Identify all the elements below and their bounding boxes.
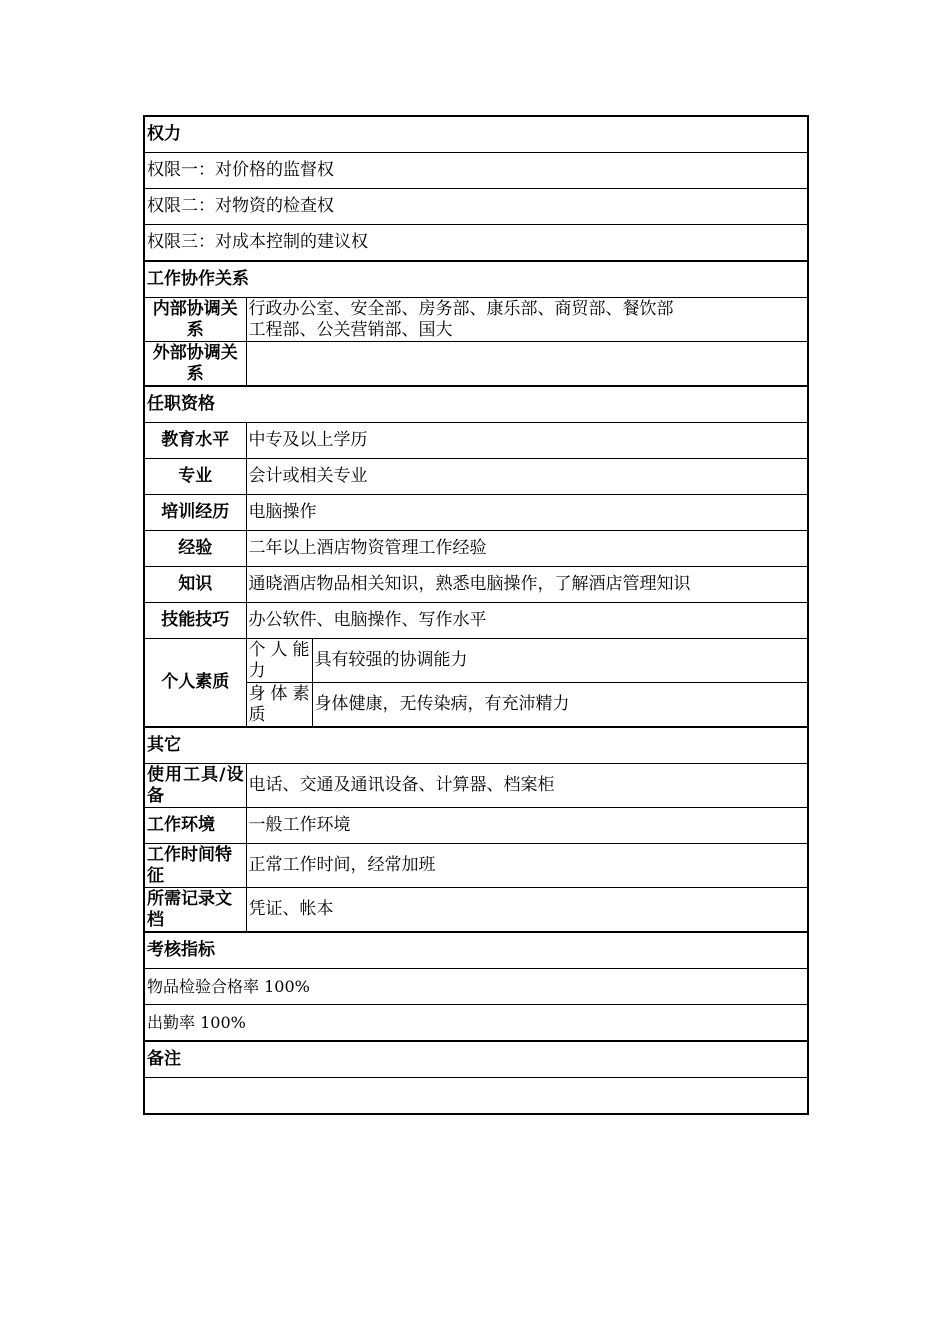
- qualification-row: [144, 459, 808, 495]
- qualification-label: 教育水平: [144, 423, 246, 459]
- personal-quality-sub-label: 身体素质: [246, 683, 312, 728]
- external-coordination-row: [144, 342, 808, 387]
- assessment-row: [144, 1005, 808, 1042]
- internal-coordination-line: 工程部、公关营销部、国大: [248, 319, 453, 340]
- other-row: [144, 844, 808, 888]
- qualification-label: 专业: [144, 459, 246, 495]
- qualification-value: 二年以上酒店物资管理工作经验: [246, 531, 808, 567]
- qualification-label: 技能技巧: [144, 603, 246, 639]
- other-row: [144, 808, 808, 844]
- other-row: [144, 764, 808, 808]
- job-description-table: [143, 115, 809, 1115]
- qualification-label: 经验: [144, 531, 246, 567]
- other-value: 电话、交通及通讯设备、计算器、档案柜: [246, 764, 808, 808]
- qualification-label: 知识: [144, 567, 246, 603]
- qualification-value: 办公软件、电脑操作、写作水平: [246, 603, 808, 639]
- section-title-assessment: 考核指标: [144, 932, 808, 969]
- authority-row: [144, 189, 808, 225]
- internal-coordination-row: [144, 298, 808, 342]
- section-title-qualification: 任职资格: [144, 386, 808, 423]
- qualification-row: [144, 495, 808, 531]
- section-title-cooperation: 工作协作关系: [144, 261, 808, 298]
- external-coordination-value: [246, 342, 808, 387]
- other-value: 一般工作环境: [246, 808, 808, 844]
- section-remarks-row: [144, 1041, 808, 1078]
- qualification-label: 培训经历: [144, 495, 246, 531]
- other-value: 凭证、帐本: [246, 888, 808, 933]
- authority-row: [144, 153, 808, 189]
- personal-quality-label: 个人素质: [144, 639, 246, 728]
- external-coordination-label: 外部协调关系: [144, 342, 246, 387]
- qualification-value: 中专及以上学历: [246, 423, 808, 459]
- internal-coordination-label: 内部协调关系: [144, 298, 246, 342]
- other-label: 所需记录文档: [144, 888, 246, 933]
- internal-coordination-line: 行政办公室、安全部、房务部、康乐部、商贸部、餐饮部: [248, 298, 674, 319]
- qualification-value: 会计或相关专业: [246, 459, 808, 495]
- personal-quality-value: 具有较强的协调能力: [312, 639, 808, 683]
- assessment-item: 出勤率 100%: [144, 1005, 808, 1042]
- section-title-other: 其它: [144, 727, 808, 764]
- assessment-item: 物品检验合格率 100%: [144, 969, 808, 1005]
- remarks-value: [144, 1078, 808, 1115]
- qualification-row: [144, 531, 808, 567]
- section-cooperation-row: [144, 261, 808, 298]
- other-label: 工作环境: [144, 808, 246, 844]
- personal-quality-sub-label: 个人能力: [246, 639, 312, 683]
- section-title-authority: 权力: [144, 116, 808, 153]
- personal-quality-value: 身体健康，无传染病，有充沛精力: [312, 683, 808, 728]
- qualification-row: [144, 423, 808, 459]
- other-label: 使用工具/设备: [144, 764, 246, 808]
- personal-quality-row: [144, 639, 808, 683]
- qualification-row: [144, 603, 808, 639]
- qualification-value: 通晓酒店物品相关知识，熟悉电脑操作，了解酒店管理知识: [246, 567, 808, 603]
- section-assessment-row: [144, 932, 808, 969]
- qualification-value: 电脑操作: [246, 495, 808, 531]
- remarks-row: [144, 1078, 808, 1115]
- internal-coordination-value: [246, 298, 808, 342]
- authority-item: 权限一：对价格的监督权: [144, 153, 808, 189]
- qualification-row: [144, 567, 808, 603]
- other-value: 正常工作时间，经常加班: [246, 844, 808, 888]
- section-other-row: [144, 727, 808, 764]
- assessment-row: [144, 969, 808, 1005]
- authority-item: 权限三：对成本控制的建议权: [144, 225, 808, 262]
- authority-row: [144, 225, 808, 262]
- section-authority-row: [144, 116, 808, 153]
- section-title-remarks: 备注: [144, 1041, 808, 1078]
- section-qualification-row: [144, 386, 808, 423]
- other-label: 工作时间特征: [144, 844, 246, 888]
- other-row: [144, 888, 808, 933]
- authority-item: 权限二：对物资的检查权: [144, 189, 808, 225]
